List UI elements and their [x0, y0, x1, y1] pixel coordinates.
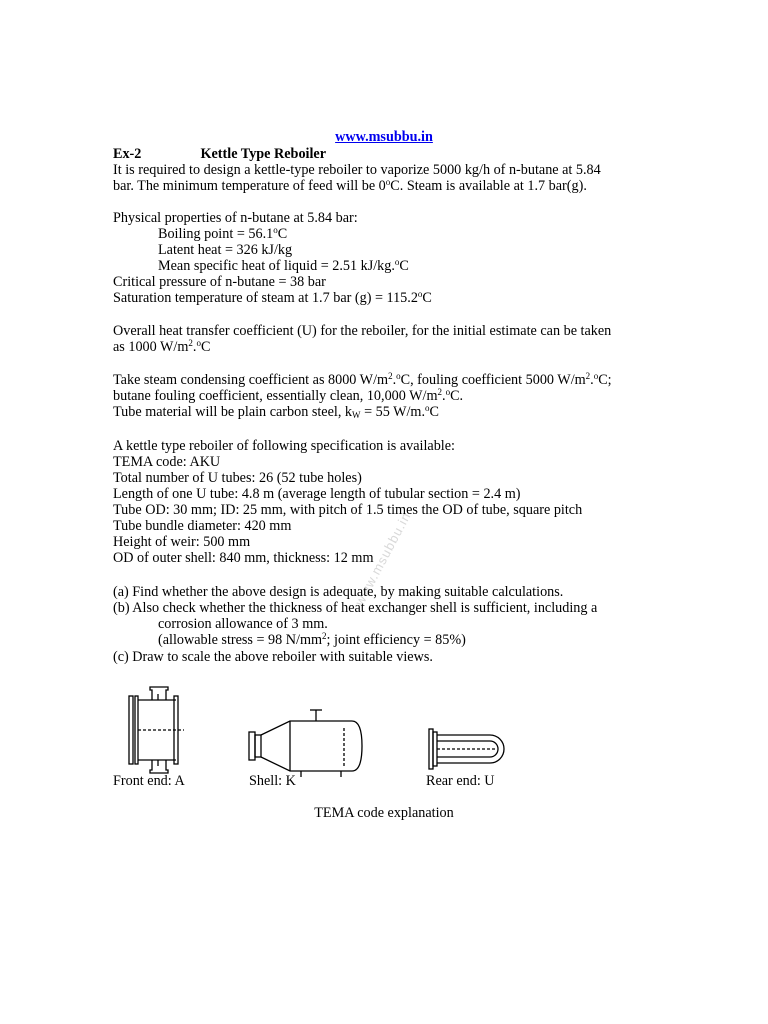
spec-line: OD of outer shell: 840 mm, thickness: 12 mm — [113, 550, 374, 566]
question-a: (a) Find whether the above design is adequate, by making suitable calculations. — [113, 584, 564, 600]
boiling-point: Boiling point = $56.1^oC$ — [158, 225, 288, 242]
properties-heading: Physical properties of n-butane at 5.84 bar: — [113, 210, 358, 226]
figure-caption: TEMA code explanation — [314, 805, 454, 821]
spec-heading: A kettle type reboiler of following specification is available: — [113, 438, 455, 454]
specific-heat: Mean specific heat of liquid = 2.51 kJ/kg.$^o$C — [158, 257, 409, 274]
shell-label: Shell: K — [249, 773, 296, 789]
question-c: (c) Draw to scale the above reboiler with suitable views. — [113, 649, 433, 665]
question-b-line-2: corrosion allowance of 3 mm. — [158, 616, 328, 632]
watermark: www.msubbu.in — [351, 509, 414, 609]
coefficients-line-2: butane fouling coefficient, essentially clean, 10,000 $W/m^2.^oC$. — [113, 387, 464, 404]
coefficients-line-1: Take steam condensing coefficient as 8000 $W/m^2.^oC$, fouling coefficient 5000 $W/m^2.^oC$; — [113, 371, 612, 388]
site-link[interactable]: www.msubbu.in — [335, 129, 433, 145]
question-b: (b) Also check whether the thickness of heat exchanger shell is sufficient, including a — [113, 600, 598, 616]
example-title — [113, 146, 326, 162]
latent-heat: Latent heat = 326 kJ/kg — [158, 242, 293, 258]
front-end-label: Front end: A — [113, 773, 185, 789]
coefficients-line-3: Tube material will be plain carbon steel, $k_W = 55$ W/m.$^o$C — [113, 403, 439, 420]
critical-pressure: Critical pressure of n-butane = 38 bar — [113, 274, 326, 290]
example-name: Kettle Type Reboiler — [200, 146, 327, 162]
question-b-line-3: (allowable stress = 98 $N/mm^2$; joint efficiency = 85%) — [158, 631, 466, 648]
example-number: Ex-2 — [113, 146, 142, 162]
shell-k-drawing — [246, 708, 366, 778]
intro-line-2: bar. The minimum temperature of feed will be 0$^o$C. Steam is available at 1.7 bar(g). — [113, 177, 587, 194]
spec-line: Total number of U tubes: 26 (52 tube holes) — [113, 470, 362, 486]
spec-line: TEMA code: AKU — [113, 454, 221, 470]
saturation-temperature: Saturation temperature of steam at 1.7 bar $(g) = 115.2^oC$ — [113, 289, 432, 306]
front-end-a-drawing — [124, 686, 186, 774]
rear-end-label: Rear end: U — [426, 773, 495, 789]
intro-line-1: It is required to design a kettle-type reboiler to vaporize 5000 kg/h of n-butane at 5.84 — [113, 162, 601, 178]
spec-line: Length of one U tube: 4.8 m (average length of tubular section = 2.4 m) — [113, 486, 521, 502]
spec-line: Height of weir: 500 mm — [113, 534, 251, 550]
spec-line: Tube bundle diameter: 420 mm — [113, 518, 292, 534]
overall-u-line-1: Overall heat transfer coefficient (U) for the reboiler, for the initial estimate can be taken — [113, 323, 612, 339]
rear-end-u-drawing — [426, 726, 510, 772]
overall-u-line-2: as 1000 $W/m^2.^oC$ — [113, 338, 211, 355]
spec-line: Tube OD: 30 mm; ID: 25 mm, with pitch of 1.5 times the OD of tube, square pitch — [113, 502, 583, 518]
